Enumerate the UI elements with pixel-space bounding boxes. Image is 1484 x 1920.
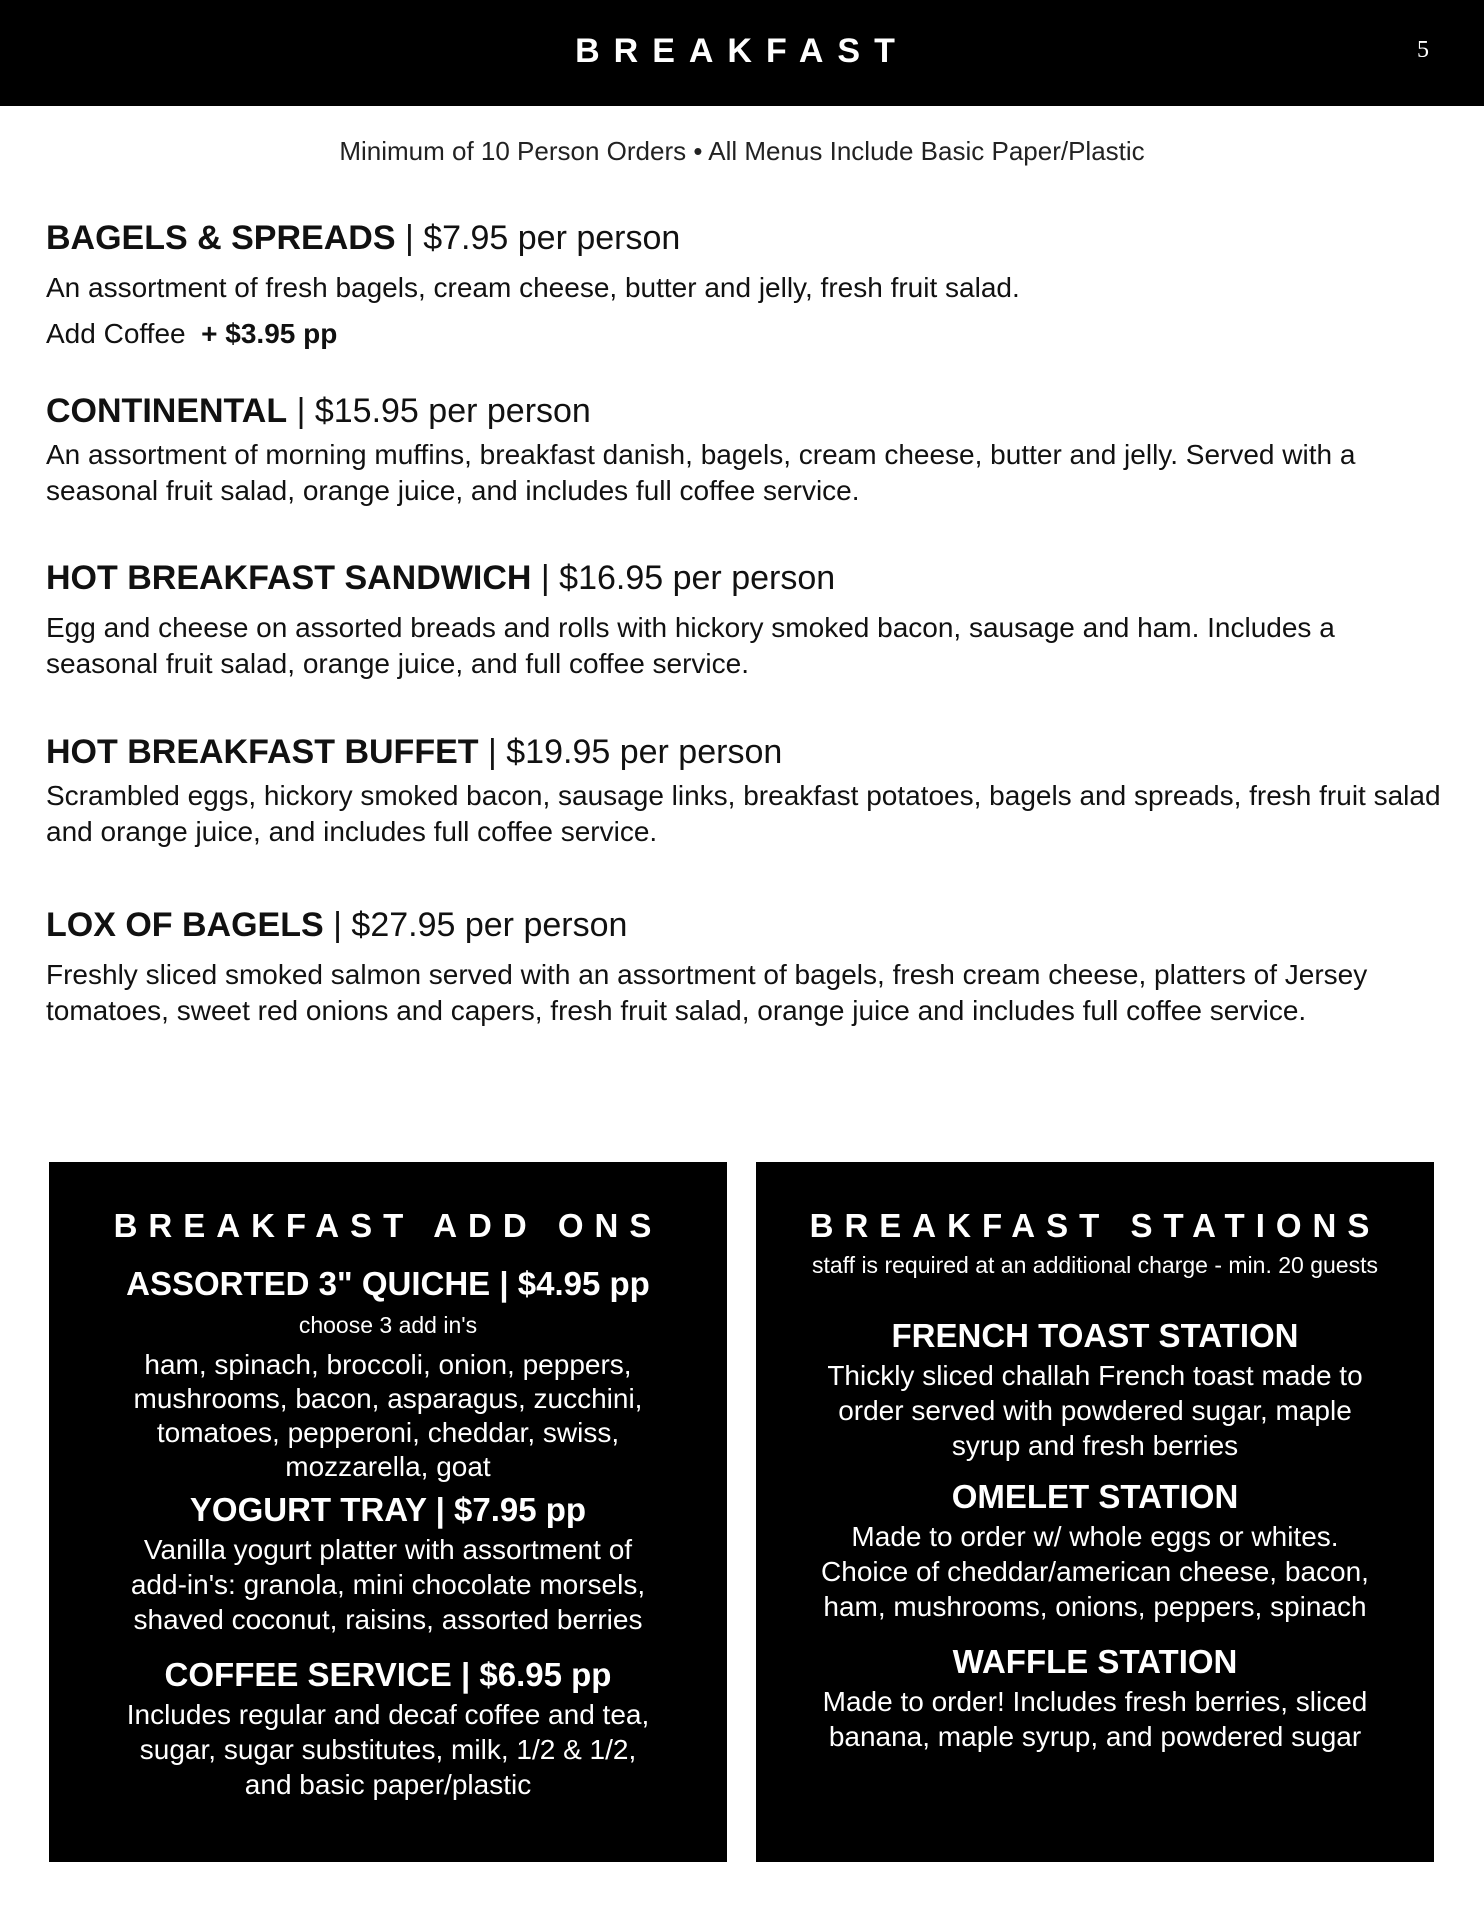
breakfast-add-ons-box [49, 1162, 727, 1862]
text-line: Choice of cheddar/american cheese, bacon, [821, 1556, 1369, 1587]
coffee-description [49, 1697, 727, 1802]
item-heading [46, 558, 1446, 598]
omelet-description [756, 1519, 1434, 1624]
item-heading [46, 391, 1446, 431]
text-line: order served with powdered sugar, maple [838, 1395, 1352, 1426]
item-price: | $15.95 per person [287, 392, 591, 430]
quiche-options [49, 1348, 727, 1484]
box-title: BREAKFAST ADD ONS [113, 1207, 663, 1244]
menu-item-hot-breakfast-sandwich [46, 558, 1446, 682]
page-title: BREAKFAST [575, 32, 909, 70]
text-line: Thickly sliced challah French toast made to [827, 1360, 1363, 1391]
menu-item-bagels-spreads [46, 218, 1446, 352]
item-name: CONTINENTAL [46, 392, 288, 430]
text-line: sugar, sugar substitutes, milk, 1/2 & 1/2, [139, 1734, 637, 1765]
text-line: ham, mushrooms, onions, peppers, spinach [823, 1591, 1367, 1622]
text-line: shaved coconut, raisins, assorted berries [133, 1604, 643, 1635]
french-toast-heading: FRENCH TOAST STATION [891, 1317, 1299, 1354]
item-name: BAGELS & SPREADS [46, 219, 396, 257]
box-title: BREAKFAST STATIONS [809, 1207, 1381, 1244]
text-line: Made to order w/ whole eggs or whites. [851, 1521, 1339, 1552]
item-description: Egg and cheese on assorted breads and rolls with hickory smoked bacon, sausage and ham. Includes a seasonal fruit salad, orange juice, and full coffee service. [46, 612, 1335, 679]
item-name: HOT BREAKFAST BUFFET [46, 733, 479, 771]
text-line: syrup and fresh berries [951, 1430, 1239, 1461]
menu-item-continental [46, 391, 1446, 509]
item-description: Freshly sliced smoked salmon served with an assortment of bagels, fresh cream cheese, platters of Jersey tomatoes, sweet red onions and capers, fresh fruit salad, orange juice and includes full coffee service. [46, 959, 1368, 1026]
waffle-heading: WAFFLE STATION [952, 1643, 1238, 1680]
item-name: HOT BREAKFAST SANDWICH [46, 559, 532, 597]
coffee-heading: COFFEE SERVICE | $6.95 pp [164, 1656, 612, 1693]
text-line: Made to order! Includes fresh berries, sliced [822, 1686, 1368, 1717]
yogurt-description [49, 1532, 727, 1637]
stations-note: staff is required at an additional charge - min. 20 guests [812, 1252, 1378, 1278]
item-price: | $16.95 per person [531, 559, 836, 597]
omelet-heading: OMELET STATION [951, 1478, 1239, 1515]
text-line: and basic paper/plastic [244, 1769, 532, 1800]
text-line: mushrooms, bacon, asparagus, zucchini, [133, 1383, 643, 1414]
text-line: Vanilla yogurt platter with assortment of [143, 1534, 633, 1565]
header-bar [0, 0, 1484, 106]
addon-label: Add Coffee [46, 318, 186, 349]
menu-item-lox-of-bagels [46, 905, 1446, 1029]
text-line: mozzarella, goat [285, 1451, 491, 1482]
menu-item-hot-breakfast-buffet [46, 732, 1446, 850]
page-number: 5 [1417, 37, 1429, 63]
text-line: tomatoes, pepperoni, cheddar, swiss, [156, 1417, 620, 1448]
text-line: Includes regular and decaf coffee and tea, [126, 1699, 650, 1730]
item-price: | $27.95 per person [323, 906, 628, 944]
french-toast-description [756, 1358, 1434, 1463]
text-line: banana, maple syrup, and powdered sugar [828, 1721, 1362, 1752]
quiche-note: choose 3 add in's [298, 1312, 478, 1338]
addon-price: + $3.95 pp [201, 318, 338, 349]
item-heading [46, 732, 1446, 772]
item-description: An assortment of fresh bagels, cream cheese, butter and jelly, fresh fruit salad. [46, 272, 1020, 303]
item-price: | $19.95 per person [478, 733, 783, 771]
item-heading [46, 905, 1446, 945]
yogurt-heading: YOGURT TRAY | $7.95 pp [189, 1491, 587, 1528]
item-heading [46, 218, 1446, 258]
text-line: ham, spinach, broccoli, onion, peppers, [144, 1349, 632, 1380]
item-name: LOX OF BAGELS [46, 906, 324, 944]
item-addon [46, 316, 1446, 352]
breakfast-stations-box [756, 1162, 1434, 1862]
text-line: add-in's: granola, mini chocolate morsels, [130, 1569, 646, 1600]
menu-subtitle: Minimum of 10 Person Orders • All Menus Include Basic Paper/Plastic [339, 136, 1145, 166]
item-price: | $7.95 per person [395, 219, 681, 257]
item-description: An assortment of morning muffins, breakfast danish, bagels, cream cheese, butter and jelly. Served with a seasonal fruit salad, orange juice, and includes full coffee service. [46, 439, 1356, 506]
waffle-description [756, 1684, 1434, 1754]
quiche-heading: ASSORTED 3" QUICHE | $4.95 pp [126, 1265, 650, 1302]
item-description: Scrambled eggs, hickory smoked bacon, sausage links, breakfast potatoes, bagels and spreads, fresh fruit salad and orange juice, and includes full coffee service. [46, 780, 1441, 847]
